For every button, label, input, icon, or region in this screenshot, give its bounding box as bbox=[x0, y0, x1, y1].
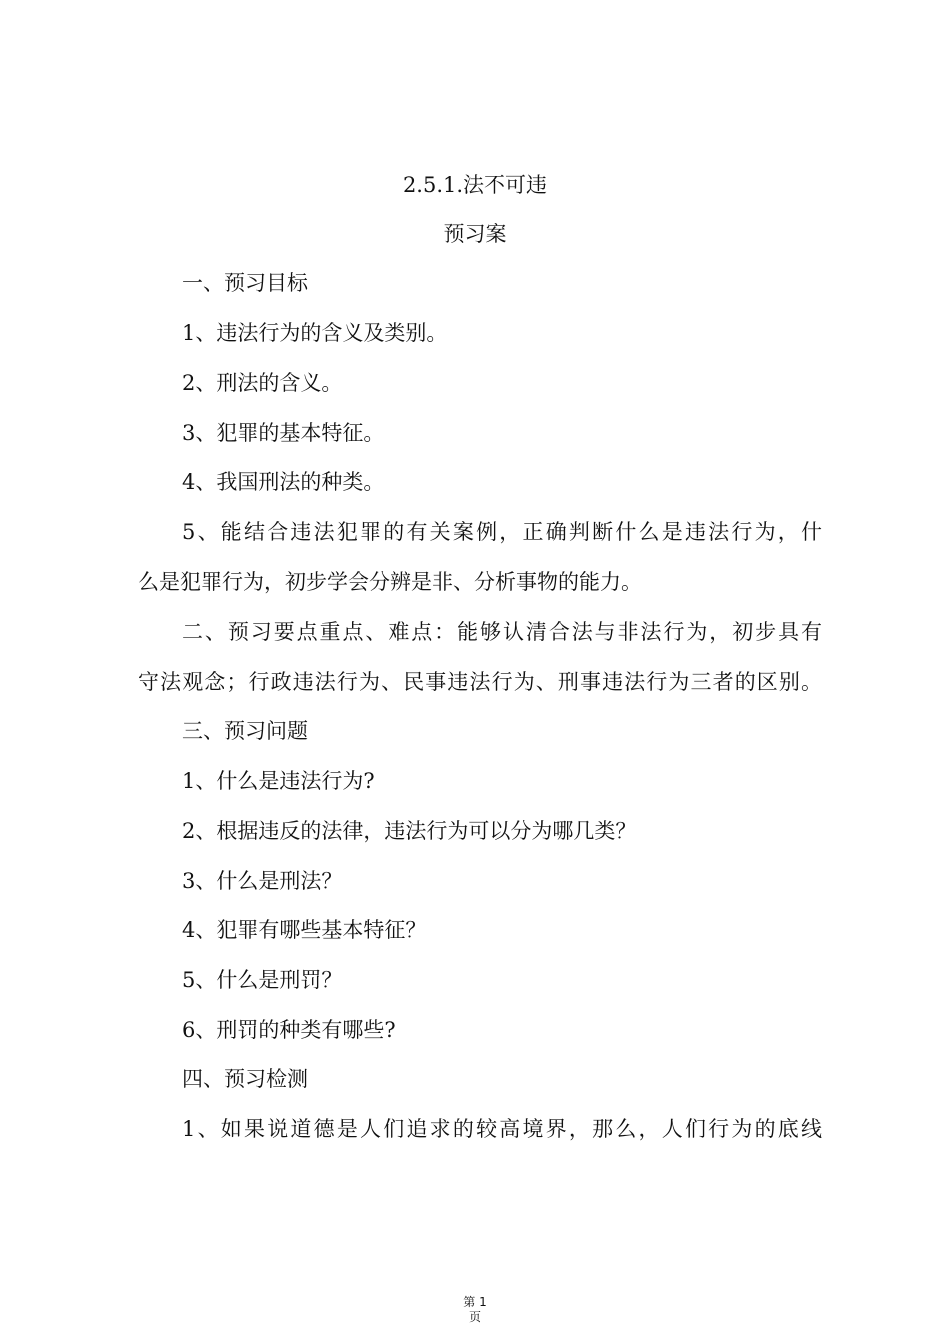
key-points-line1: 二、预习要点重点、难点：能够认清合法与非法行为，初步具有 bbox=[182, 620, 822, 644]
goal-item: 4、我国刑法的种类。 bbox=[182, 470, 385, 494]
question-item: 5、什么是刑罚？ bbox=[182, 968, 343, 992]
goal-item: 2、刑法的含义。 bbox=[182, 371, 343, 395]
section-heading-questions: 三、预习问题 bbox=[182, 719, 308, 743]
goal-item-5-line1: 5、能结合违法犯罪的有关案例，正确判断什么是违法行为，什 bbox=[182, 520, 822, 544]
question-item: 1、什么是违法行为? bbox=[182, 769, 375, 793]
page-number bbox=[0, 1295, 950, 1325]
document-subtitle: 预习案 bbox=[443, 222, 507, 246]
question-item: 6、刑罚的种类有哪些? bbox=[182, 1018, 396, 1042]
goal-item: 1、违法行为的含义及类别。 bbox=[182, 321, 448, 345]
question-item: 3、什么是刑法？ bbox=[182, 869, 343, 893]
page-number-line1: 第 1 bbox=[463, 1295, 487, 1309]
question-item: 4、犯罪有哪些基本特征？ bbox=[182, 918, 427, 942]
key-points-line2: 守法观念；行政违法行为、民事违法行为、刑事违法行为三者的区别。 bbox=[138, 670, 822, 694]
document-title: 2.5.1.法不可违 bbox=[402, 173, 548, 197]
page-number-line2: 页 bbox=[468, 1310, 481, 1324]
section-heading-check: 四、预习检测 bbox=[182, 1067, 308, 1091]
check-item-1-line1: 1、如果说道德是人们追求的较高境界，那么，人们行为的底线 bbox=[182, 1117, 822, 1141]
goal-item-5-line2: 么是犯罪行为，初步学会分辨是非、分析事物的能力。 bbox=[138, 570, 642, 594]
question-item: 2、根据违反的法律，违法行为可以分为哪几类？ bbox=[182, 819, 637, 843]
section-heading-goals: 一、预习目标 bbox=[182, 271, 308, 295]
goal-item: 3、犯罪的基本特征。 bbox=[182, 421, 385, 445]
